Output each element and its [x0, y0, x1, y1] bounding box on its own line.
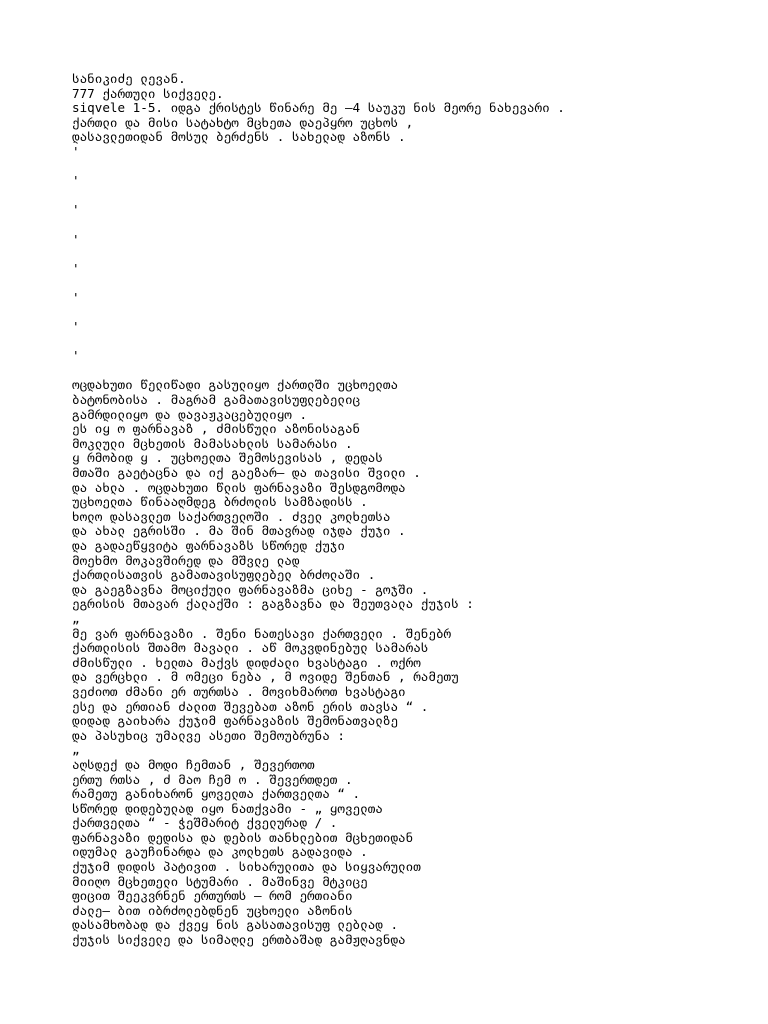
body-text-line: „	[72, 610, 80, 626]
body-text-line: ოცდახუთი წელიწადი გასულიყო ქართლში უცხოელთა	[72, 377, 399, 393]
body-text-line: და გაეგზავნა მოციქული ფარნავაზმა ციხე - გოჯში .	[72, 581, 429, 597]
body-text-line: აღსდექ და მოდი ჩემთან , შევერთოთ	[72, 756, 315, 772]
body-text-line: მოკლული მცხეთის მამასახლის სამარასი .	[72, 435, 353, 451]
separator-marks	[72, 145, 732, 379]
separator-mark: '	[72, 231, 80, 247]
title-line: 777 ქართული სიქველე.	[72, 85, 224, 101]
body-text-line: ერთუ რთსა , ძ მაო ჩემ ო . შევერთდეთ .	[72, 771, 353, 787]
document-page	[72, 72, 732, 948]
body-text-line: მიიღო მცხეთელი სტუმარი . მაშინვე მტკიცე	[72, 873, 368, 889]
body-text-line: დასამხობად და ქვეყ ნის გასათავისუფ ლებლად .	[72, 917, 399, 933]
body-text-line: და გადაეწყვიტა ფარნავაზს სწორედ ქუჯი	[72, 538, 345, 553]
body-text-line: და ვერცხლი . მ ომეცი ნება , მ ოვიდე შენთან , რამეთუ	[72, 669, 459, 685]
separator-mark: '	[72, 260, 80, 276]
body-text-line: ქართლისის შთამო მავალი . აწ მოკვდინებულ სამარას	[72, 640, 429, 656]
body-text-line: ქართლისათვის გამათავისუფლებელ ბრძოლაში .	[72, 567, 376, 583]
separator-mark: '	[72, 143, 80, 159]
chapter-line: siqvele 1-5. იდგა ქრისტეს წინარე მე –4 საუკუ ნის მეორე ნახევარი .	[72, 100, 565, 116]
document-header	[72, 72, 732, 145]
text-line: დასავლეთიდან მოსულ ბერძენს . სახელად აზონს .	[72, 129, 406, 145]
body-text-line: ქართველთა “ - ჭეშმარიტ ქველურად / .	[72, 815, 338, 831]
body-text-line: ქუჯის სიქველე და სიმაღლე ერთბაშად გამჟღავნდა	[72, 932, 406, 948]
separator-mark: '	[72, 319, 80, 335]
body-text-line: ეგრისის მთავარ ქალაქში : გაგზავნა და შეუთვალა ქუჯის :	[72, 596, 474, 612]
body-text-line: ბატონობისა . მაგრამ გამათავისუფლებელიც	[72, 392, 361, 408]
body-text-line: მოეხმო მოკავშირედ და მშვლე ლად	[72, 552, 300, 568]
separator-mark: '	[72, 202, 80, 218]
separator-mark: '	[72, 348, 80, 364]
separator-mark: '	[72, 289, 80, 305]
body-text-line: ძმისწული . ხელთა მაქვს დიდძალი ხვასტაგი . ოქრო	[72, 654, 421, 670]
body-text-line: ვეძიოთ ძმანი ერ თურთსა . მოვიხმაროთ ხვასტაგი	[72, 683, 406, 699]
body-text-line: ქუჯიმ დიდის პატივით . სიხარულითა და სიყვარულით	[72, 859, 421, 875]
text-line: ქართლი და მისი სატახტო მცხეთა დაეპყრო უცხოს ,	[72, 114, 414, 130]
body-text-line: რამეთუ განიხარონ ყოველთა ქართველთა “ .	[72, 786, 361, 802]
body-text-line: და ახლა . ოცდახუთი წლის ფარნავაზი შესდგომოდა	[72, 479, 406, 495]
body-text-line: და პასუხიც უმალვე ასეთი შემოუბრუნა :	[72, 727, 345, 743]
body-text-line: მე ვარ ფარნავაზი . შენი ნათესავი ქართველი . შენებრ	[72, 625, 452, 641]
body-text-line: ფარნავაზი დედისა და დების თანხლებით მცხეთიდან	[72, 829, 414, 845]
document-body	[72, 378, 732, 947]
body-text-line: ხოლო დასავლეთ საქართველოში . ძველ კოლხეთსა	[72, 508, 391, 524]
body-text-line: ყ რმობიდ ყ . უცხოელთა შემოსევისას , დედას	[72, 450, 383, 466]
body-text-line: ესე და ერთიან ძალით შევებათ აზონ ერის თავსა “ .	[72, 698, 429, 714]
body-text-line: და ახალ ეგრისში . მა შინ მთავრად იჯდა ქუჯი .	[72, 523, 406, 539]
body-text-line: ეს იყ ო ფარნავაზ , ძმისწული აზონისაგან	[72, 421, 361, 437]
body-text-line: იდუმალ გაუჩინარდა და კოლხეთს გადავიდა .	[72, 844, 368, 860]
body-text-line: „	[72, 742, 80, 758]
author-line: სანიკიძე ლევან.	[72, 71, 186, 86]
separator-mark: '	[72, 173, 80, 189]
body-text-line: ფიცით შეეკვრნენ ერთურთს – რომ ერთიანი	[72, 888, 353, 904]
body-text-line: სწორედ დიდებულად იყო ნათქვამი - „ ყოველთა	[72, 800, 383, 816]
body-text-line: გამრდილიყო და დავაჟკაცებულიყო .	[72, 406, 308, 422]
body-text-line: დიდად გაიხარა ქუჯიმ ფარნავაზის შემონათვალზე	[72, 713, 399, 729]
body-text-line: ძალე– ბით იბრძოლებდნენ უცხოელი აზონის	[72, 902, 353, 918]
body-text-line: მთაში გაეტაცნა და იქ გაეზარ– და თავისი შვილი .	[72, 465, 421, 481]
body-text-line: უცხოელთა წინააღმდეგ ბრძოლის სამზადისს .	[72, 494, 368, 510]
